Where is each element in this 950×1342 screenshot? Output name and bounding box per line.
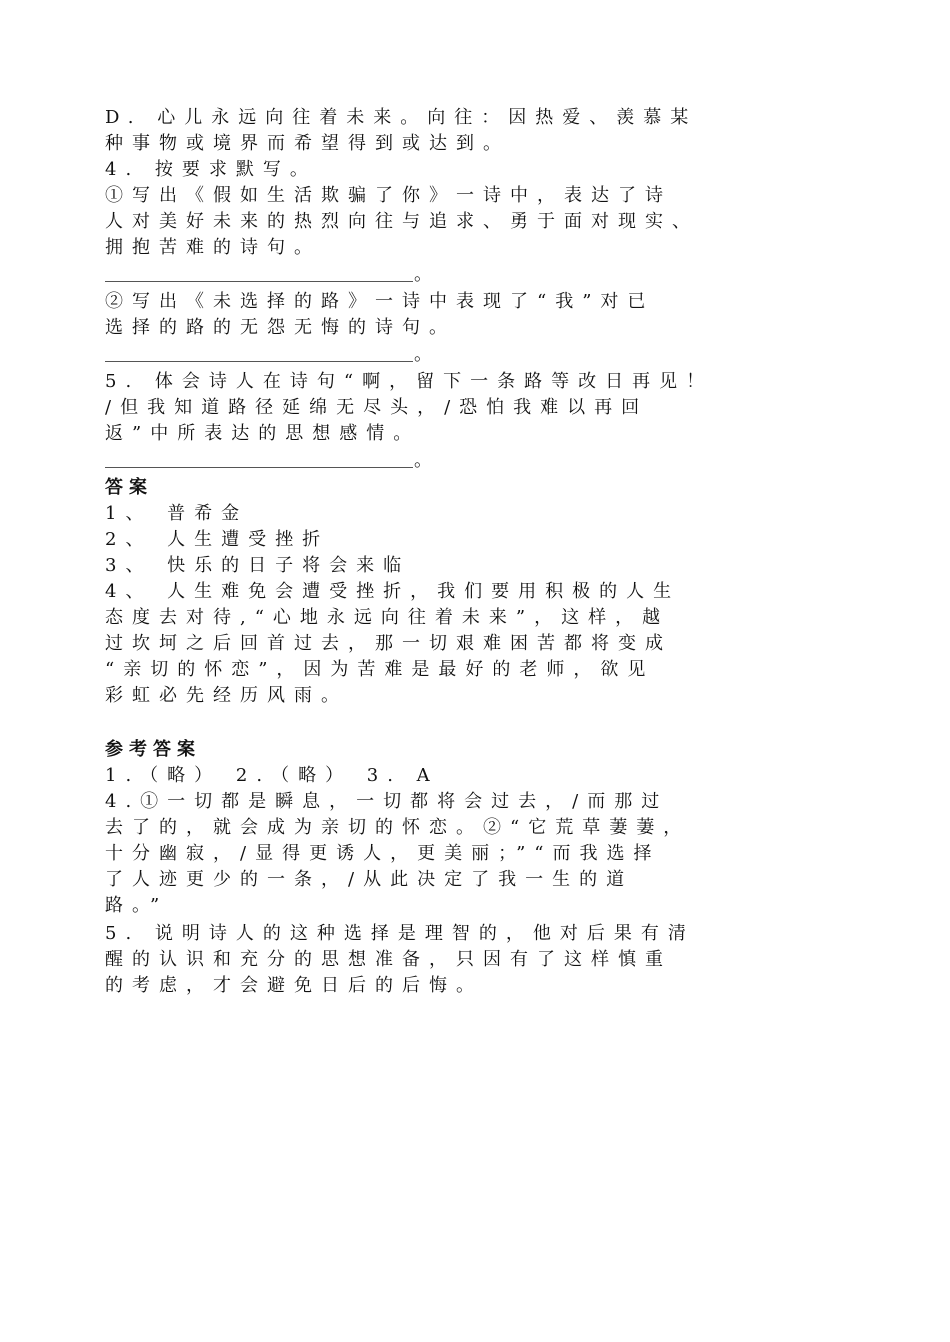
reference-answers-heading: 参考答案	[105, 739, 201, 760]
option-d-line-2: 种事物或境界而希望得到或达到。	[105, 133, 510, 154]
question-4-1-line-3: 拥抱苦难的诗句。	[105, 237, 321, 258]
answer-line: 过坎坷之后回首过去，那一切艰难困苦都将变成	[105, 633, 672, 654]
reference-answer-line: 5. 说明诗人的这种选择是理智的，他对后果有清	[105, 923, 695, 944]
reference-answer-line: 醒的认识和充分的思想准备，只因有了这样慎重	[105, 949, 672, 970]
reference-answer-line: 了人迹更少的一条，/从此决定了我一生的道	[105, 869, 634, 890]
answer-line: 4、 人生难免会遭受挫折，我们要用积极的人生	[105, 581, 681, 602]
reference-answer-line: 的考虑，才会避免日后的后悔。	[105, 975, 483, 996]
reference-answer-line: 路。”	[105, 895, 169, 916]
answer-line: 2、 人生遭受挫折	[105, 529, 330, 550]
blank-period-5: 。	[414, 450, 432, 471]
question-5-line-2: /但我知道路径延绵无尽头，/恐怕我难以再回	[105, 397, 649, 418]
answer-line: 态度去对待,“心地永远向往着未来”，这样，越	[105, 607, 670, 628]
answer-blank-5[interactable]	[105, 467, 413, 468]
reference-answer-line: 去了的，就会成为亲切的怀恋。②“它荒草萋萋，	[105, 817, 691, 838]
question-4-2-line-1: ②写出《未选择的路》一诗中表现了“我”对已	[105, 291, 655, 312]
answers-heading: 答案	[105, 477, 153, 498]
reference-answer-line: 1.（略） 2.（略） 3. A	[105, 765, 439, 786]
question-5-line-1: 5. 体会诗人在诗句“啊，留下一条路等改日再见！	[105, 371, 714, 392]
answer-line: 彩虹必先经历风雨。	[105, 685, 348, 706]
question-4-1-line-1: ①写出《假如生活欺骗了你》一诗中，表达了诗	[105, 185, 672, 206]
question-4-1-line-2: 人对美好未来的热烈向往与追求、勇于面对现实、	[105, 211, 699, 232]
option-d-line-1: D. 心儿永远向往着未来。向往：因热爱、羡慕某	[105, 107, 698, 128]
blank-period-4-1: 。	[414, 264, 432, 285]
reference-answer-line: 十分幽寂，/显得更诱人，更美丽；”“而我选择	[105, 843, 661, 864]
answer-line: 1、 普希金	[105, 503, 249, 524]
question-4-2-line-2: 选择的路的无怨无悔的诗句。	[105, 317, 456, 338]
blank-period-4-2: 。	[414, 344, 432, 365]
reference-answer-line: 4.①一切都是瞬息，一切都将会过去，/而那过	[105, 791, 669, 812]
answer-blank-4-2[interactable]	[105, 361, 413, 362]
answer-line: 3、 快乐的日子将会来临	[105, 555, 411, 576]
question-5-line-3: 返”中所表达的思想感情。	[105, 423, 421, 444]
question-4-title: 4. 按要求默写。	[105, 159, 317, 180]
answer-line: “亲切的怀恋”，因为苦难是最好的老师，欲见	[105, 659, 655, 680]
answer-blank-4-1[interactable]	[105, 281, 413, 282]
